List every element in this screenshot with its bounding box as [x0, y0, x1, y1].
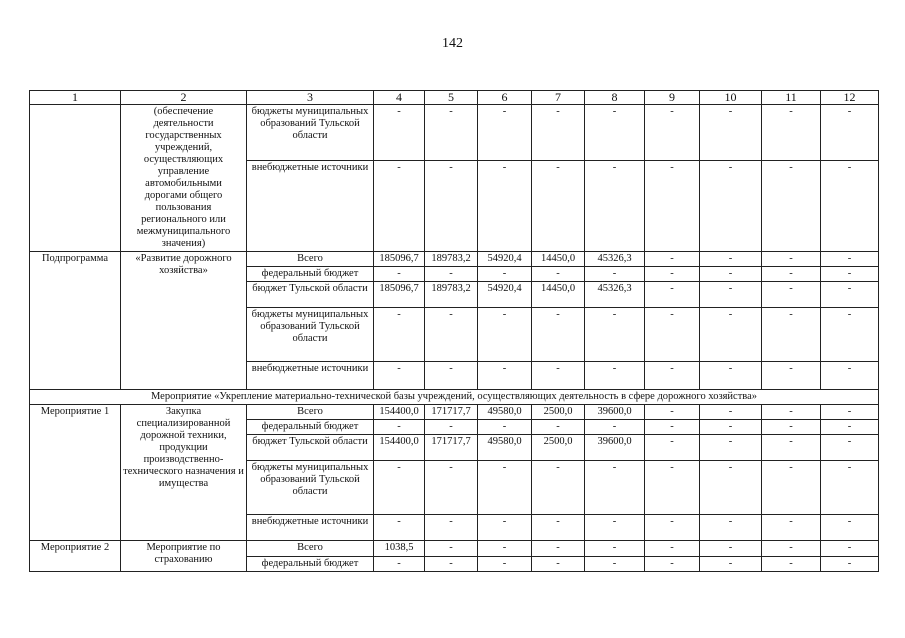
value-cell: -: [645, 252, 700, 267]
value-cell: -: [532, 161, 585, 252]
table-row: [30, 405, 879, 420]
value-cell: -: [425, 461, 478, 515]
value-cell: -: [762, 515, 821, 541]
value-cell: -: [762, 435, 821, 461]
value-cell: 54920,4: [478, 252, 532, 267]
column-header: 3: [247, 91, 374, 105]
value-cell: -: [700, 541, 762, 557]
value-cell: -: [762, 252, 821, 267]
funding-source-cell: Всего: [247, 405, 374, 420]
value-cell: -: [532, 362, 585, 390]
value-cell: 45326,3: [585, 282, 645, 308]
measure-name-cell: Закупка специализированной дорожной техники, продукции производственно-технического назначения и имущества: [121, 405, 247, 541]
funding-source-cell: федеральный бюджет: [247, 267, 374, 282]
value-cell: -: [585, 362, 645, 390]
value-cell: 49580,0: [478, 435, 532, 461]
column-header: 5: [425, 91, 478, 105]
value-cell: -: [700, 362, 762, 390]
row-label-cell: [30, 105, 121, 252]
value-cell: -: [645, 461, 700, 515]
value-cell: -: [374, 420, 425, 435]
value-cell: -: [645, 557, 700, 572]
funding-source-cell: внебюджетные источники: [247, 515, 374, 541]
funding-source-cell: бюджет Тульской области: [247, 282, 374, 308]
value-cell: 14450,0: [532, 282, 585, 308]
value-cell: -: [821, 541, 879, 557]
value-cell: -: [585, 267, 645, 282]
value-cell: -: [585, 420, 645, 435]
measure-name-cell: Мероприятие по страхованию: [121, 541, 247, 572]
funding-source-cell: Всего: [247, 252, 374, 267]
value-cell: -: [532, 420, 585, 435]
column-header: 9: [645, 91, 700, 105]
value-cell: -: [700, 282, 762, 308]
value-cell: -: [478, 420, 532, 435]
value-cell: -: [425, 105, 478, 161]
value-cell: -: [762, 308, 821, 362]
value-cell: -: [762, 405, 821, 420]
value-cell: -: [374, 267, 425, 282]
value-cell: -: [425, 267, 478, 282]
value-cell: -: [478, 105, 532, 161]
value-cell: -: [821, 252, 879, 267]
value-cell: -: [645, 105, 700, 161]
value-cell: -: [821, 461, 879, 515]
value-cell: -: [532, 461, 585, 515]
column-header: 7: [532, 91, 585, 105]
value-cell: -: [645, 420, 700, 435]
funding-source-cell: бюджеты муниципальных образований Тульской области: [247, 105, 374, 161]
value-cell: -: [478, 515, 532, 541]
value-cell: -: [532, 308, 585, 362]
section-heading-row: [30, 390, 879, 405]
value-cell: 49580,0: [478, 405, 532, 420]
value-cell: -: [374, 557, 425, 572]
value-cell: 185096,7: [374, 252, 425, 267]
table-row: [30, 105, 879, 161]
value-cell: 171717,7: [425, 435, 478, 461]
value-cell: -: [478, 267, 532, 282]
value-cell: -: [478, 541, 532, 557]
value-cell: -: [478, 557, 532, 572]
value-cell: -: [821, 362, 879, 390]
value-cell: -: [374, 515, 425, 541]
funding-source-cell: внебюджетные источники: [247, 362, 374, 390]
value-cell: -: [425, 308, 478, 362]
funding-source-cell: Всего: [247, 541, 374, 557]
value-cell: -: [700, 435, 762, 461]
value-cell: -: [645, 282, 700, 308]
value-cell: -: [585, 557, 645, 572]
value-cell: -: [762, 461, 821, 515]
value-cell: -: [645, 161, 700, 252]
value-cell: -: [374, 461, 425, 515]
value-cell: -: [762, 557, 821, 572]
value-cell: 45326,3: [585, 252, 645, 267]
value-cell: -: [585, 161, 645, 252]
value-cell: -: [762, 282, 821, 308]
column-header-row: [30, 91, 879, 105]
value-cell: 54920,4: [478, 282, 532, 308]
funding-source-cell: бюджет Тульской области: [247, 435, 374, 461]
value-cell: -: [585, 515, 645, 541]
value-cell: -: [374, 161, 425, 252]
value-cell: -: [821, 308, 879, 362]
value-cell: -: [478, 308, 532, 362]
value-cell: -: [645, 362, 700, 390]
value-cell: -: [821, 267, 879, 282]
row-label-cell: Мероприятие 1: [30, 405, 121, 541]
value-cell: -: [478, 362, 532, 390]
value-cell: -: [762, 362, 821, 390]
value-cell: -: [532, 267, 585, 282]
rows-continued: [30, 105, 879, 390]
value-cell: -: [700, 420, 762, 435]
value-cell: 2500,0: [532, 405, 585, 420]
column-header: 1: [30, 91, 121, 105]
value-cell: -: [821, 161, 879, 252]
value-cell: -: [425, 557, 478, 572]
value-cell: 154400,0: [374, 405, 425, 420]
table-row: [30, 541, 879, 557]
value-cell: -: [425, 362, 478, 390]
value-cell: -: [762, 420, 821, 435]
value-cell: -: [762, 267, 821, 282]
column-header: 4: [374, 91, 425, 105]
value-cell: 39600,0: [585, 435, 645, 461]
value-cell: -: [374, 362, 425, 390]
funding-source-cell: бюджеты муниципальных образований Тульской области: [247, 308, 374, 362]
row-label-cell: Мероприятие 2: [30, 541, 121, 572]
value-cell: -: [821, 515, 879, 541]
value-cell: -: [425, 541, 478, 557]
column-header: 12: [821, 91, 879, 105]
column-header: 11: [762, 91, 821, 105]
value-cell: -: [700, 252, 762, 267]
value-cell: 171717,7: [425, 405, 478, 420]
value-cell: -: [585, 308, 645, 362]
value-cell: -: [700, 308, 762, 362]
value-cell: -: [821, 405, 879, 420]
column-header: 8: [585, 91, 645, 105]
value-cell: 39600,0: [585, 405, 645, 420]
value-cell: -: [425, 161, 478, 252]
value-cell: -: [374, 105, 425, 161]
value-cell: 189783,2: [425, 282, 478, 308]
value-cell: 1038,5: [374, 541, 425, 557]
value-cell: -: [821, 420, 879, 435]
row-label-cell: Подпрограмма: [30, 252, 121, 390]
value-cell: -: [762, 105, 821, 161]
budget-table: [29, 90, 879, 572]
value-cell: -: [645, 515, 700, 541]
value-cell: -: [700, 267, 762, 282]
value-cell: -: [478, 461, 532, 515]
value-cell: -: [374, 308, 425, 362]
value-cell: 189783,2: [425, 252, 478, 267]
value-cell: -: [821, 282, 879, 308]
value-cell: -: [700, 557, 762, 572]
value-cell: -: [700, 461, 762, 515]
value-cell: -: [585, 105, 645, 161]
value-cell: -: [532, 541, 585, 557]
column-header: 6: [478, 91, 532, 105]
value-cell: -: [532, 515, 585, 541]
value-cell: -: [700, 105, 762, 161]
measure-name-cell: (обеспечение деятельности государственных учреждений, осуществляющих управление автомобильными дорогами общего пользования регионального или межмуниципального значения): [121, 105, 247, 252]
column-header: 10: [700, 91, 762, 105]
value-cell: -: [478, 161, 532, 252]
value-cell: -: [700, 515, 762, 541]
funding-source-cell: федеральный бюджет: [247, 557, 374, 572]
value-cell: 2500,0: [532, 435, 585, 461]
value-cell: -: [585, 541, 645, 557]
funding-source-cell: внебюджетные источники: [247, 161, 374, 252]
value-cell: -: [532, 105, 585, 161]
value-cell: -: [425, 515, 478, 541]
value-cell: -: [645, 308, 700, 362]
value-cell: -: [762, 161, 821, 252]
section-heading: Мероприятие «Укрепление материально-технической базы учреждений, осуществляющих деятельность в сфере дорожного хозяйства»: [30, 390, 879, 405]
funding-source-cell: бюджеты муниципальных образований Тульской области: [247, 461, 374, 515]
value-cell: -: [700, 161, 762, 252]
value-cell: -: [700, 405, 762, 420]
page-number: 142: [442, 36, 463, 51]
value-cell: -: [821, 557, 879, 572]
table-row: [30, 252, 879, 267]
value-cell: -: [585, 461, 645, 515]
value-cell: -: [821, 105, 879, 161]
value-cell: -: [645, 267, 700, 282]
rows-measure: [30, 405, 879, 572]
value-cell: -: [645, 541, 700, 557]
value-cell: 14450,0: [532, 252, 585, 267]
value-cell: -: [762, 541, 821, 557]
funding-source-cell: федеральный бюджет: [247, 420, 374, 435]
value-cell: -: [532, 557, 585, 572]
value-cell: 185096,7: [374, 282, 425, 308]
column-header: 2: [121, 91, 247, 105]
measure-name-cell: «Развитие дорожного хозяйства»: [121, 252, 247, 390]
value-cell: -: [425, 420, 478, 435]
value-cell: -: [821, 435, 879, 461]
value-cell: -: [645, 435, 700, 461]
value-cell: -: [645, 405, 700, 420]
value-cell: 154400,0: [374, 435, 425, 461]
